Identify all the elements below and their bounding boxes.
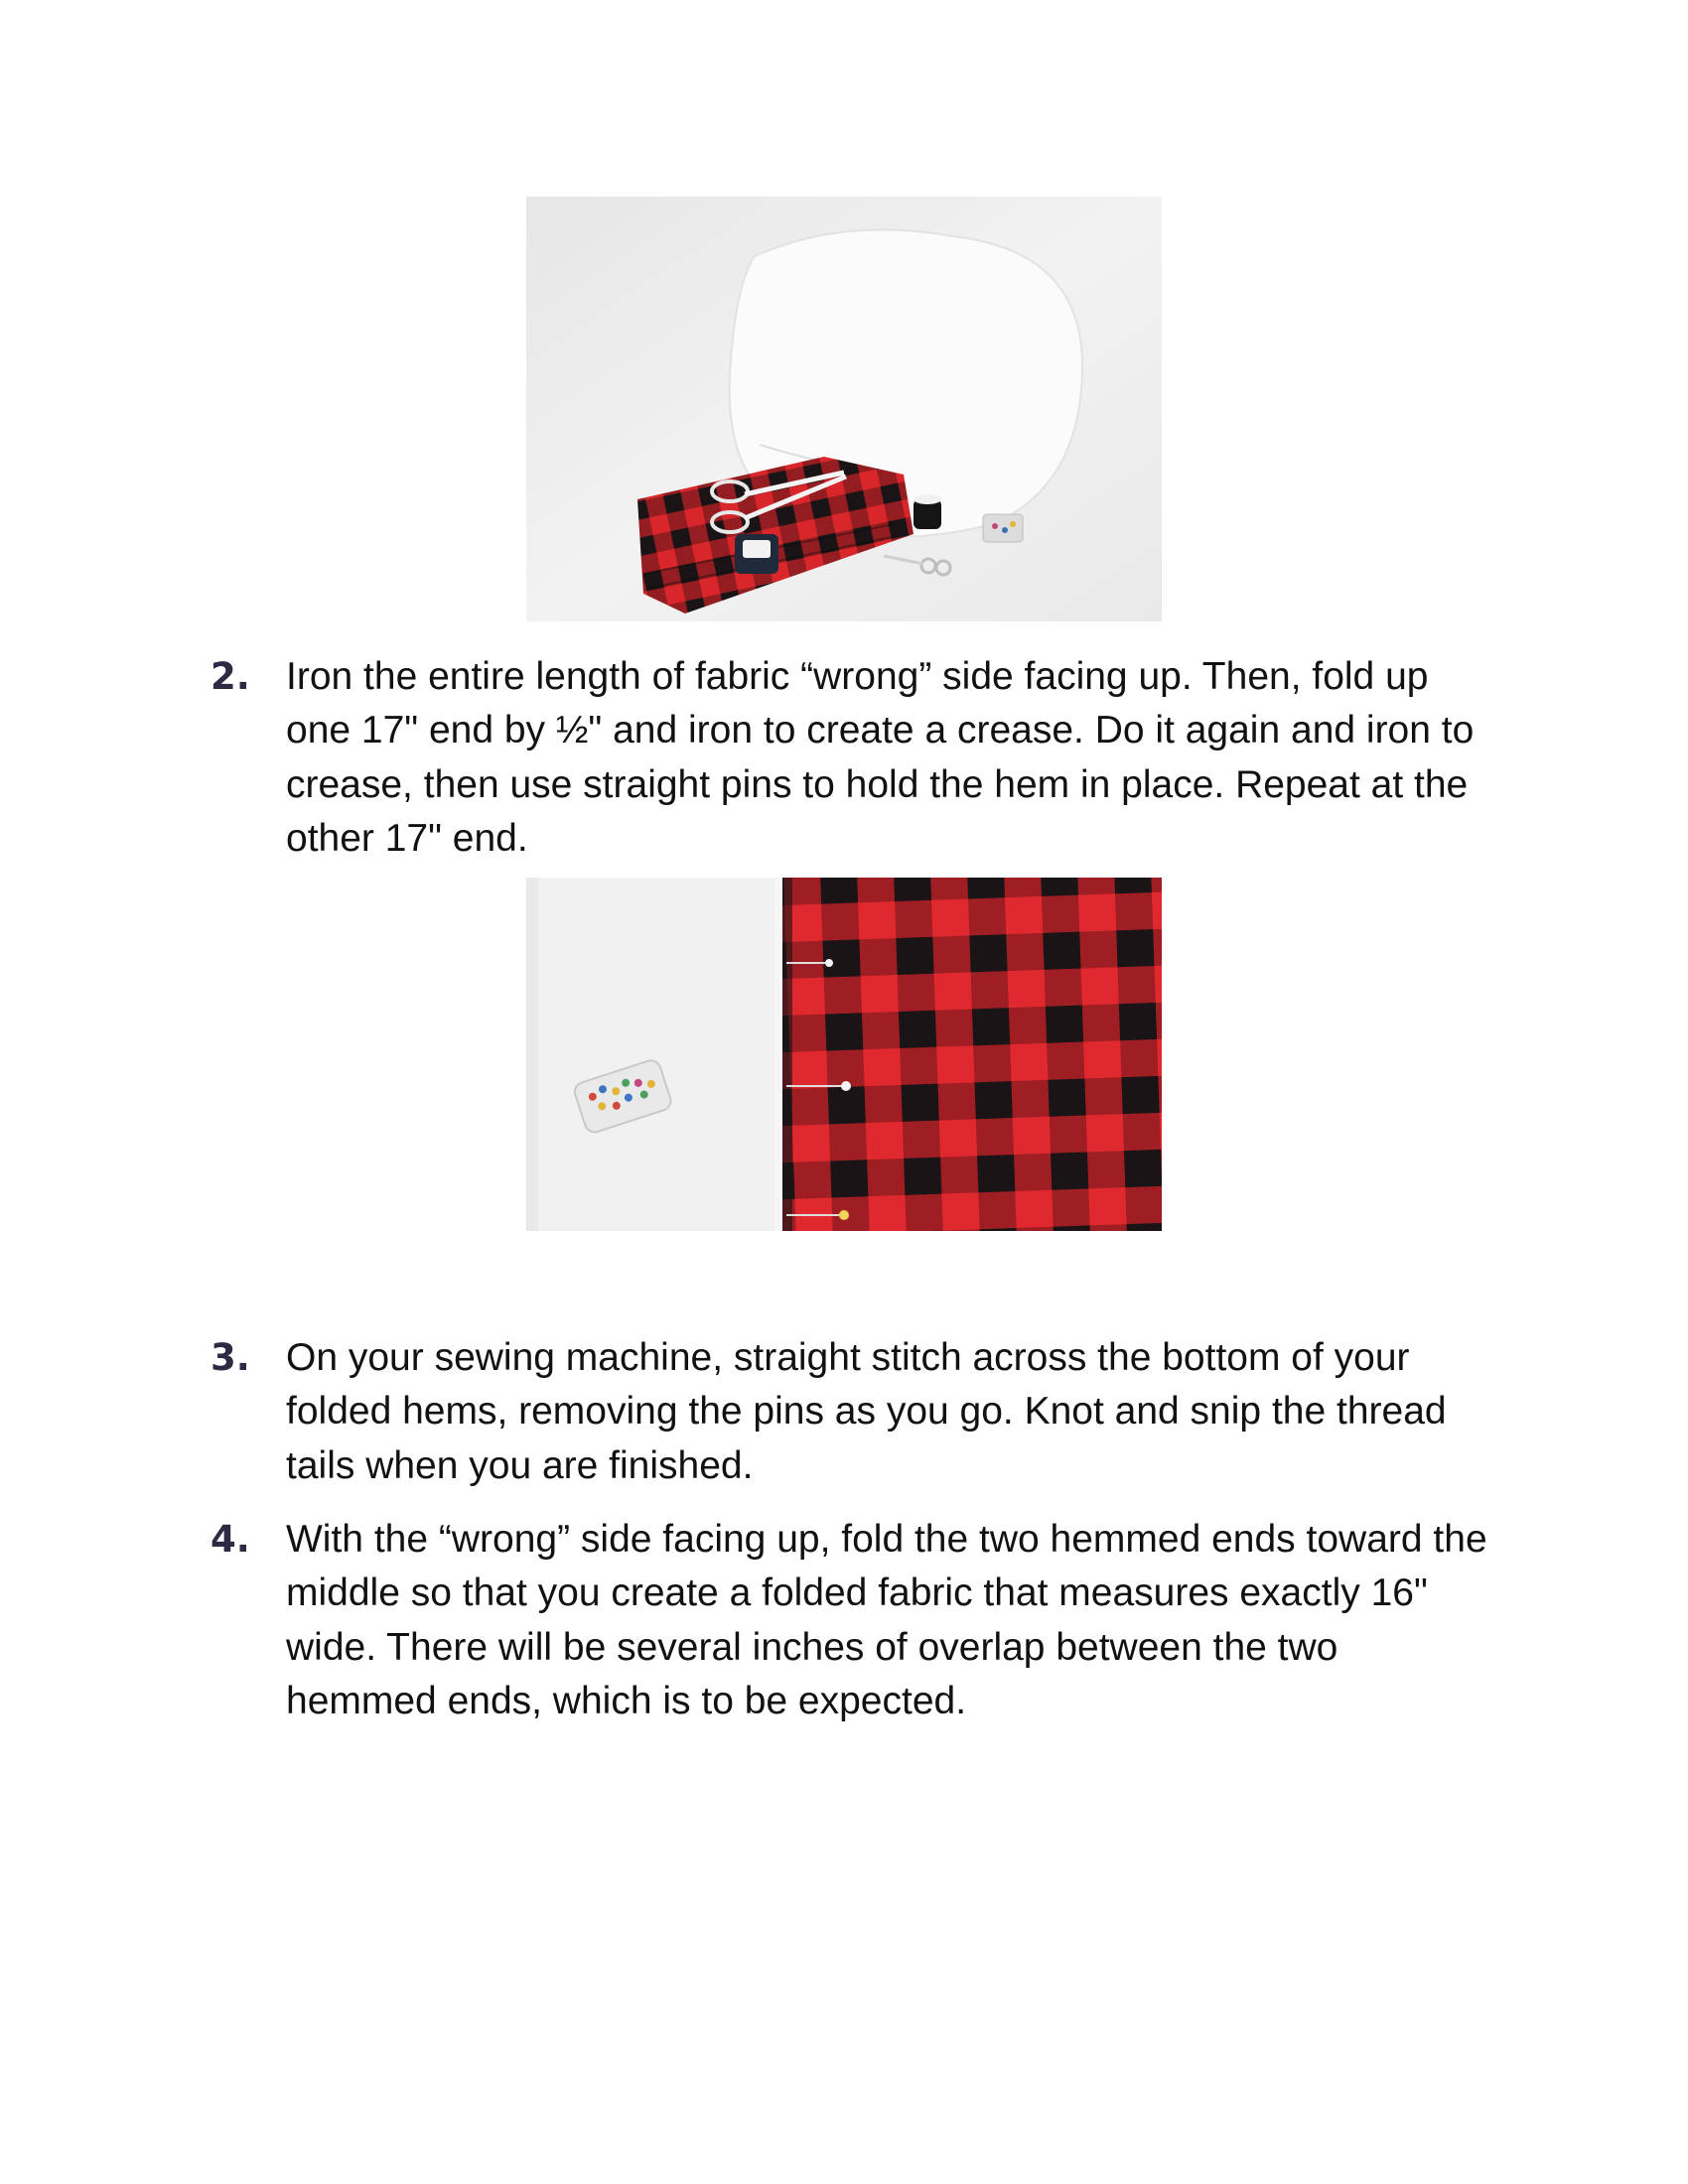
step-number: 2. [211, 655, 250, 698]
step-number: 4. [211, 1518, 250, 1561]
step-text: On your sewing machine, straight stitch across the bottom of your folded hems, removing the pins as you go. Knot and snip the thread tails when you are finished. [286, 1336, 1447, 1487]
step-text: With the “wrong” side facing up, fold the two hemmed ends toward the middle so that you create a folded fabric that measures exactly 16" wide. There will be several inches of overlap between the two hemmed ends, which is to be expected. [286, 1518, 1487, 1722]
step-text: Iron the entire length of fabric “wrong” side facing up. Then, fold up one 17" end by ½" and iron to create a crease. Do it again and iron to crease, then use straight pins to hold the hem in place. Repeat at the other 17" end. [286, 655, 1475, 860]
supplies-photo [526, 197, 1162, 621]
step-number: 3. [211, 1336, 250, 1379]
pinned-hem-photo [526, 878, 1162, 1295]
